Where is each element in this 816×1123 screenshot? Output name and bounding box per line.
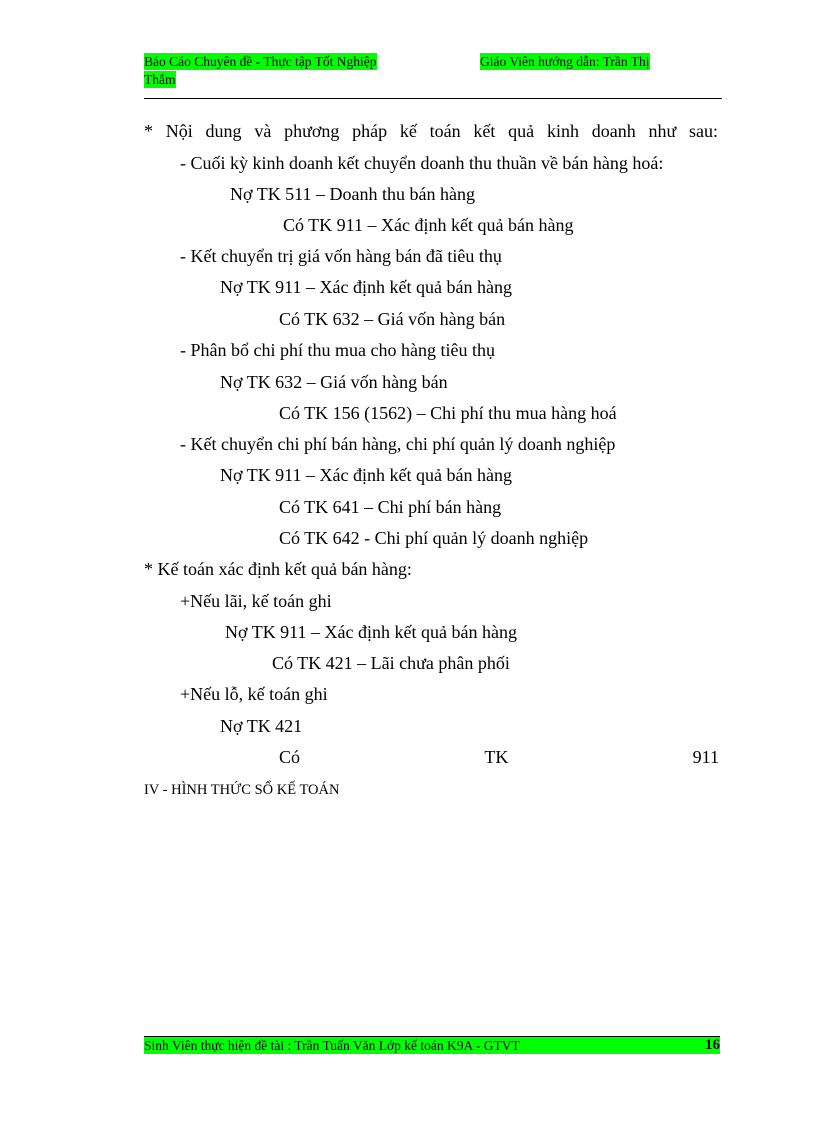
section-intro: * Nội dung và phương pháp kế toán kết quả kinh doanh như sau: [144,121,718,141]
header-rule [144,98,722,99]
debit-entry: Nợ TK 632 – Giá vốn hàng bán [220,372,448,392]
debit-entry: Nợ TK 911 – Xác định kết quả bán hàng [220,465,512,485]
case-loss: +Nếu lỗ, kế toán ghi [180,684,328,704]
section-result: * Kế toán xác định kết quả bán hàng: [144,559,412,579]
debit-entry: Nợ TK 911 – Xác định kết quả bán hàng [220,277,512,297]
credit-entry: Có TK 911 – Xác định kết quả bán hàng [283,215,574,235]
credit-entry: Có TK 642 - Chi phí quản lý doanh nghiệp [279,528,589,548]
bullet-close-cogs: - Kết chuyển trị giá vốn hàng bán đã tiêu thụ [180,246,502,266]
debit-entry: Nợ TK 911 – Xác định kết quả bán hàng [225,622,517,642]
debit-entry: Nợ TK 511 – Doanh thu bán hàng [230,184,475,204]
account-word: TK [484,747,509,767]
credit-entry: Có TK 632 – Giá vốn hàng bán [279,309,506,329]
section-heading-iv: IV - HÌNH THỨC SỔ KẾ TOÁN [144,782,340,798]
credit-entry: Có TK 641 – Chi phí bán hàng [279,497,502,517]
debit-entry: Nợ TK 421 [220,716,303,736]
credit-entry-spread [279,746,719,768]
page-number: 16 [705,1037,720,1053]
credit-entry: Có TK 421 – Lãi chưa phân phối [272,653,510,673]
header-report-title: Báo Cáo Chuyên đề - Thực tập Tốt Nghiệp [144,54,377,69]
account-number: 911 [692,747,719,767]
footer-author: Sinh Viên thực hiện đề tài : Trần Tuấn Văn Lớp kế toán K9A - GTVT [144,1038,520,1053]
bullet-close-revenue: - Cuối kỳ kinh doanh kết chuyển doanh thu thuần về bán hàng hoá: [180,153,664,173]
case-profit: +Nếu lãi, kế toán ghi [180,591,332,611]
header-supervisor-cont: Thắm [144,72,176,87]
credit-word: Có [279,747,301,767]
bullet-close-expenses: - Kết chuyển chi phí bán hàng, chi phí quản lý doanh nghiệp [180,434,616,454]
header-supervisor: Giáo Viên hướng dẫn: Trần Thị [480,54,650,69]
credit-entry: Có TK 156 (1562) – Chi phí thu mua hàng hoá [279,403,617,423]
bullet-allocate-purchase-cost: - Phân bổ chi phí thu mua cho hàng tiêu thụ [180,340,495,360]
page-footer [144,1036,720,1054]
